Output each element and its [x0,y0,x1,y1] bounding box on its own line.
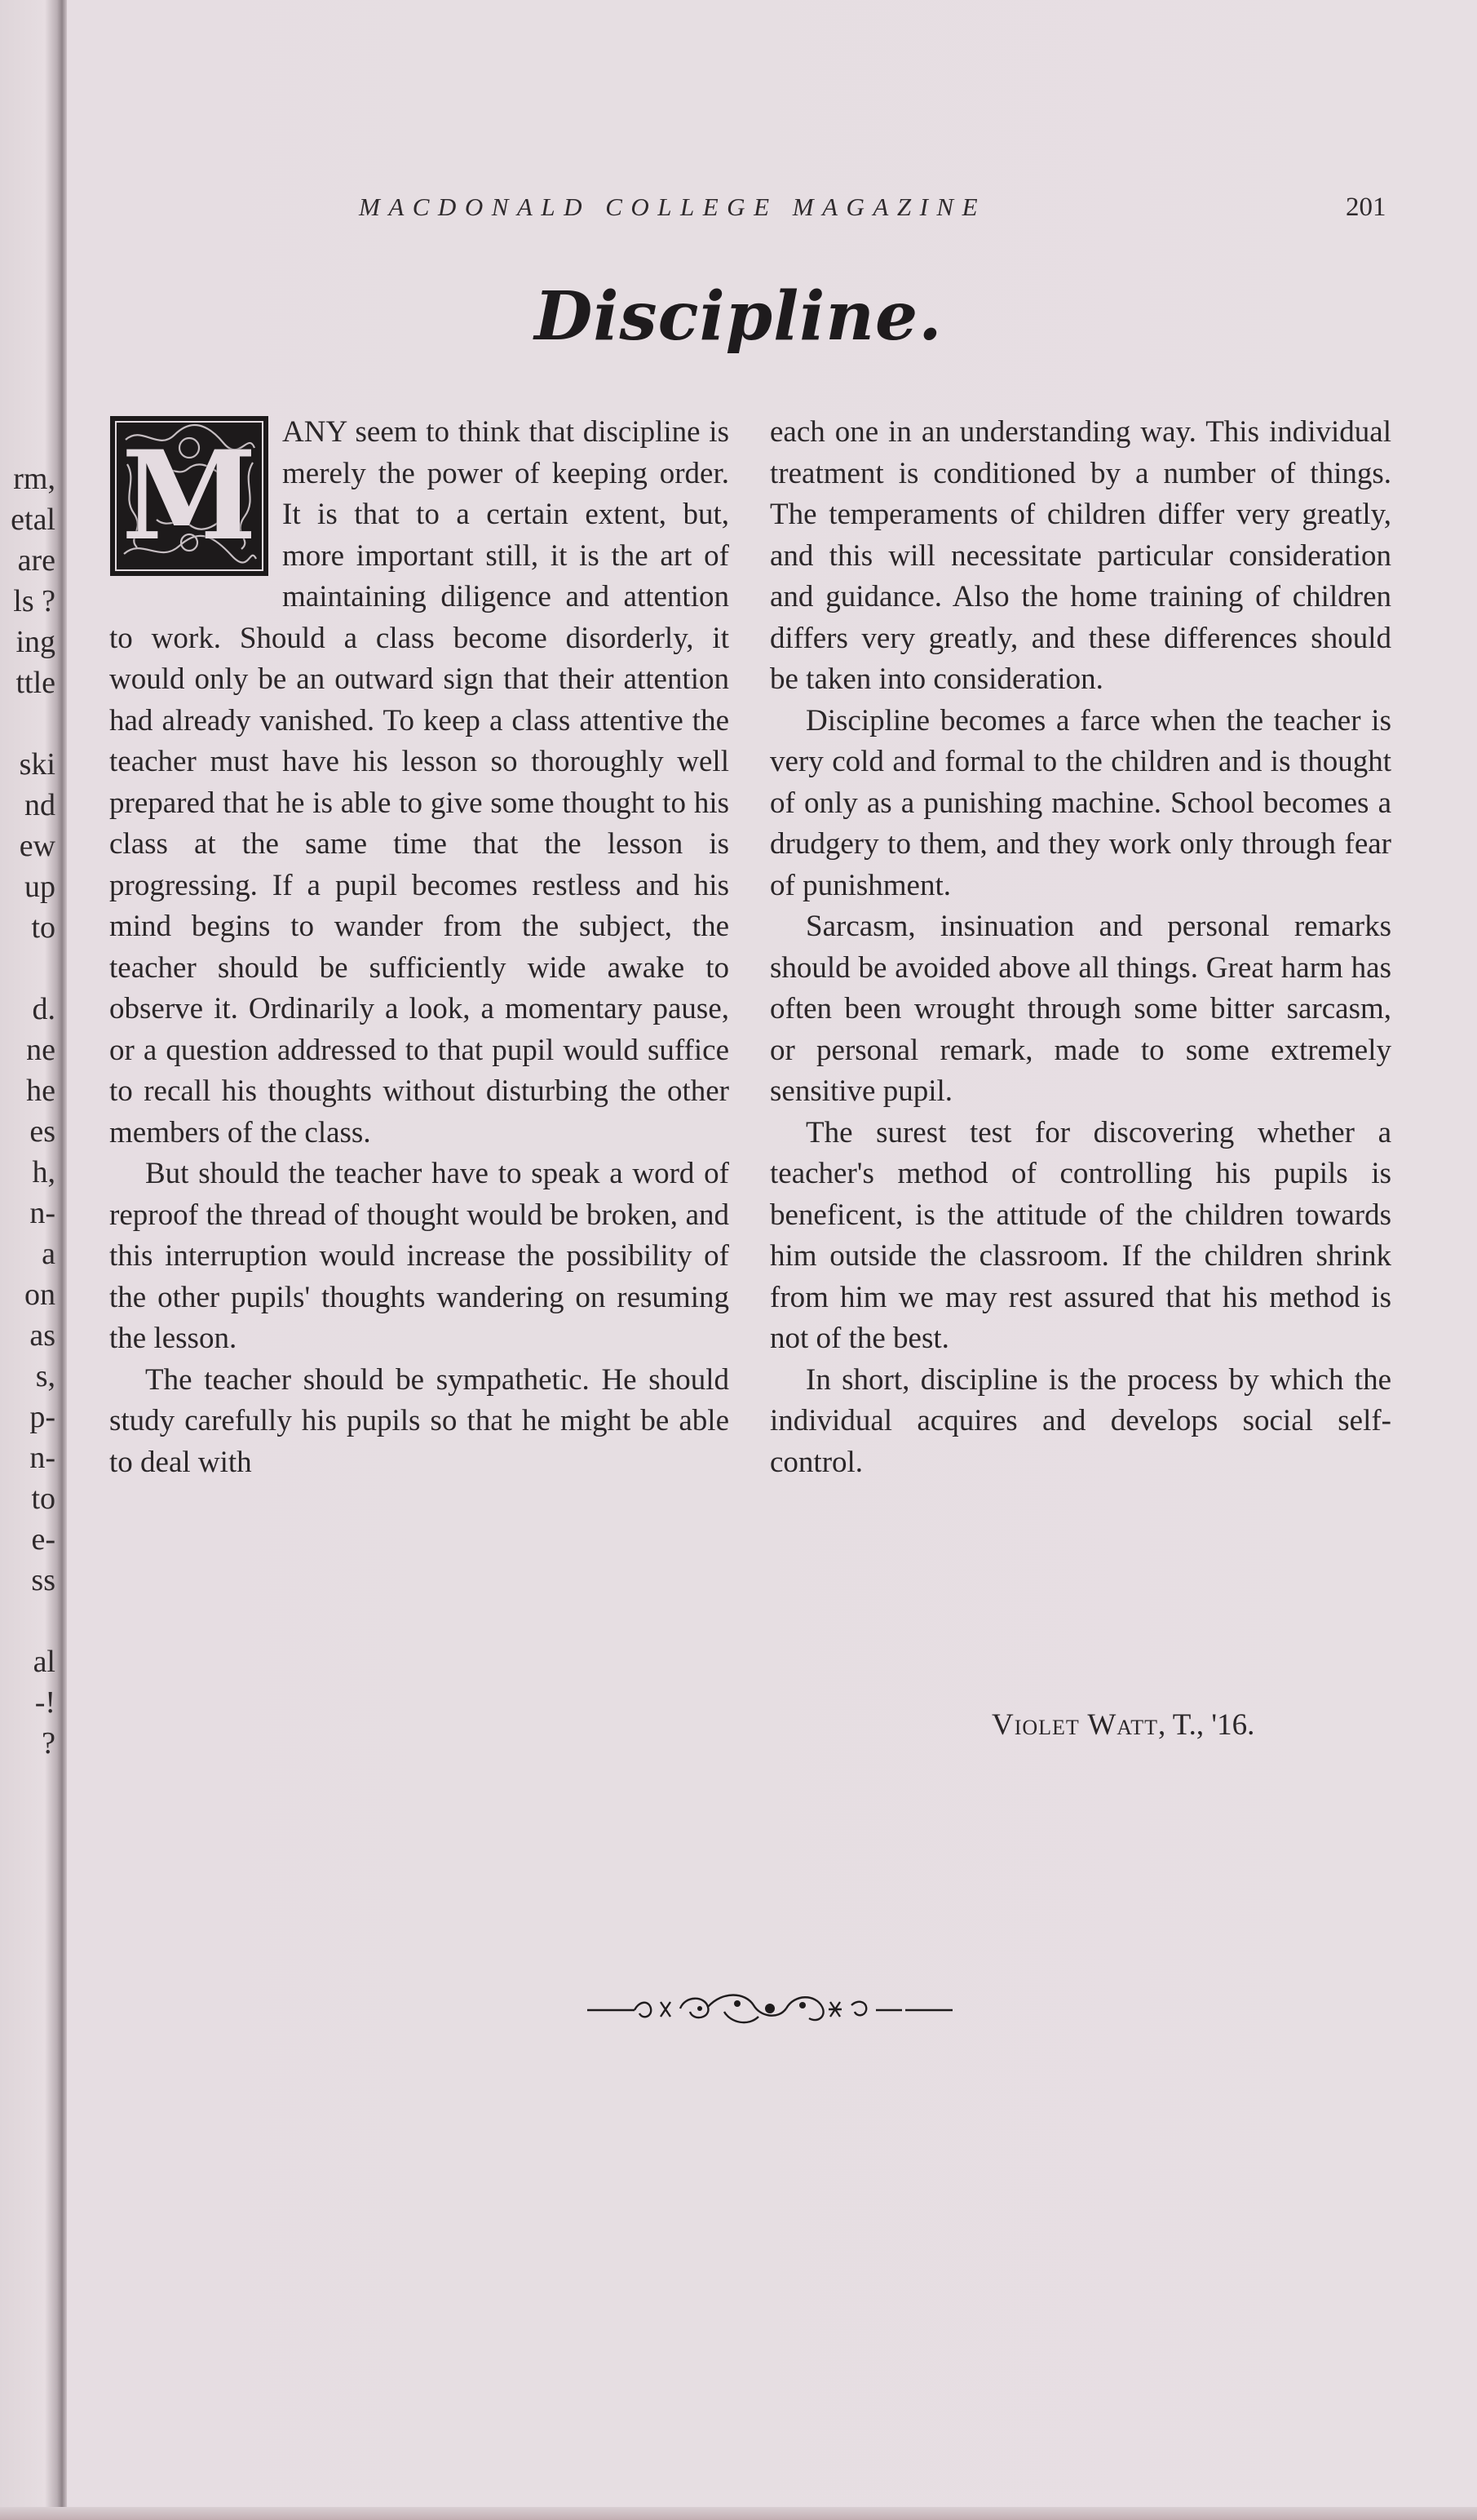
paragraph: The surest test for discovering whether a teacher's method of controlling his pupils is beneficent, is the attitude of the children towards him outside the classroom. If the children shrink from him we may rest assured that his method is not of the best. [770,1115,1391,1355]
paragraph [109,412,729,1154]
spill-fragment [11,703,55,744]
spill-fragment: p- [29,1400,55,1434]
drop-cap-letter: M [121,424,258,568]
article-title: Discipline. [534,277,943,356]
spill-fragment: -! [34,1685,55,1720]
author-signature [992,1707,1254,1743]
spill-fragment: ne [26,1033,55,1067]
spill-fragment: ing [15,625,55,659]
spill-fragment [11,1601,55,1641]
spill-fragment: h, [32,1155,55,1189]
previous-page-spill-text [11,458,55,1764]
spill-fragment: he [26,1074,55,1108]
left-column [109,412,729,1483]
spill-fragment: on [24,1278,55,1312]
paragraph: each one in an understanding way. This individual treatment is conditioned by a number of things. The temperaments of children differ very greatly, and this will necessitate particular consideration and guidance. Also the home training of children differs very greatly, and these differences should be taken into consideration. [770,415,1391,696]
spill-fragment: es [29,1114,55,1149]
page-number: 201 [1346,193,1386,222]
spill-fragment: a [42,1237,55,1271]
spill-fragment: as [29,1318,55,1353]
spill-fragment: ski [19,747,55,782]
spill-fragment: to [31,1481,55,1516]
spill-fragment: are [17,543,55,578]
paragraph: But should the teacher have to speak a word of reproof the thread of thought would be broken, and this interruption would increase the possibility of the other pupils' thoughts wandering on resuming the lesson. [109,1157,729,1355]
paragraph: In short, discipline is the process by which the individual acquires and develops social self-control. [770,1362,1391,1479]
spill-fragment: n- [29,1441,55,1475]
spill-fragment: etal [11,503,55,537]
spill-fragment: ls ? [13,584,55,618]
paragraph-text: ANY seem to think that discipline is merely the power of keeping order. It is that to a certain extent, but, more important still, it is the art of maintaining diligence and attention to work. Should a class become disorderly, it would only be an outward sign that their attention had already vanished. To keep a class attentive the teacher must have his lesson so thoroughly well prepared that he is able to give some thought to his class at the same time that the lesson is progressing. If a pupil becomes restless and his mind begins to wander from the subject, the teacher should be sufficiently wide awake to observe it. Ordinarily a look, a momentary pause, or a question addressed to that pupil would suffice to recall his thoughts without disturbing the other members of the class. [109,415,729,1149]
author-suffix: , T., '16. [1157,1708,1255,1742]
paragraph: Sarcasm, insinuation and personal remarks should be avoided above all things. Great harm has often been wrought through some bitter sarcasm, or personal remark, made to some extremely sensitive pupil. [770,910,1391,1108]
spill-fragment: ttle [15,666,55,700]
right-column [770,412,1391,1483]
spill-fragment [11,948,55,989]
spill-fragment: ew [19,829,55,863]
previous-page-edge [0,0,67,2520]
decorative-divider-icon [586,1984,954,2033]
spill-fragment: nd [24,788,55,822]
spill-fragment: rm, [13,462,55,496]
spill-fragment: up [24,870,55,904]
drop-cap-ornament [109,415,269,577]
spill-fragment: al [33,1645,55,1679]
spill-fragment: e- [31,1522,55,1557]
spill-fragment: d. [32,992,55,1026]
spill-fragment: to [31,910,55,945]
author-name: Violet Watt [992,1708,1158,1742]
paragraph: Discipline becomes a farce when the teacher is very cold and formal to the children and is thought of only as a punishing machine. School becomes a drudgery to them, and they work only through fear of punishment. [770,703,1391,902]
spill-fragment: n- [29,1196,55,1230]
page-bottom-edge [0,2507,1477,2520]
spill-fragment: ss [31,1563,55,1597]
running-head: MACDONALD COLLEGE MAGAZINE [359,193,987,221]
paragraph: The teacher should be sympathetic. He should study carefully his pupils so that he might be able to deal with [109,1362,729,1479]
spill-fragment: s, [35,1359,55,1393]
spill-fragment: ? [42,1726,55,1760]
